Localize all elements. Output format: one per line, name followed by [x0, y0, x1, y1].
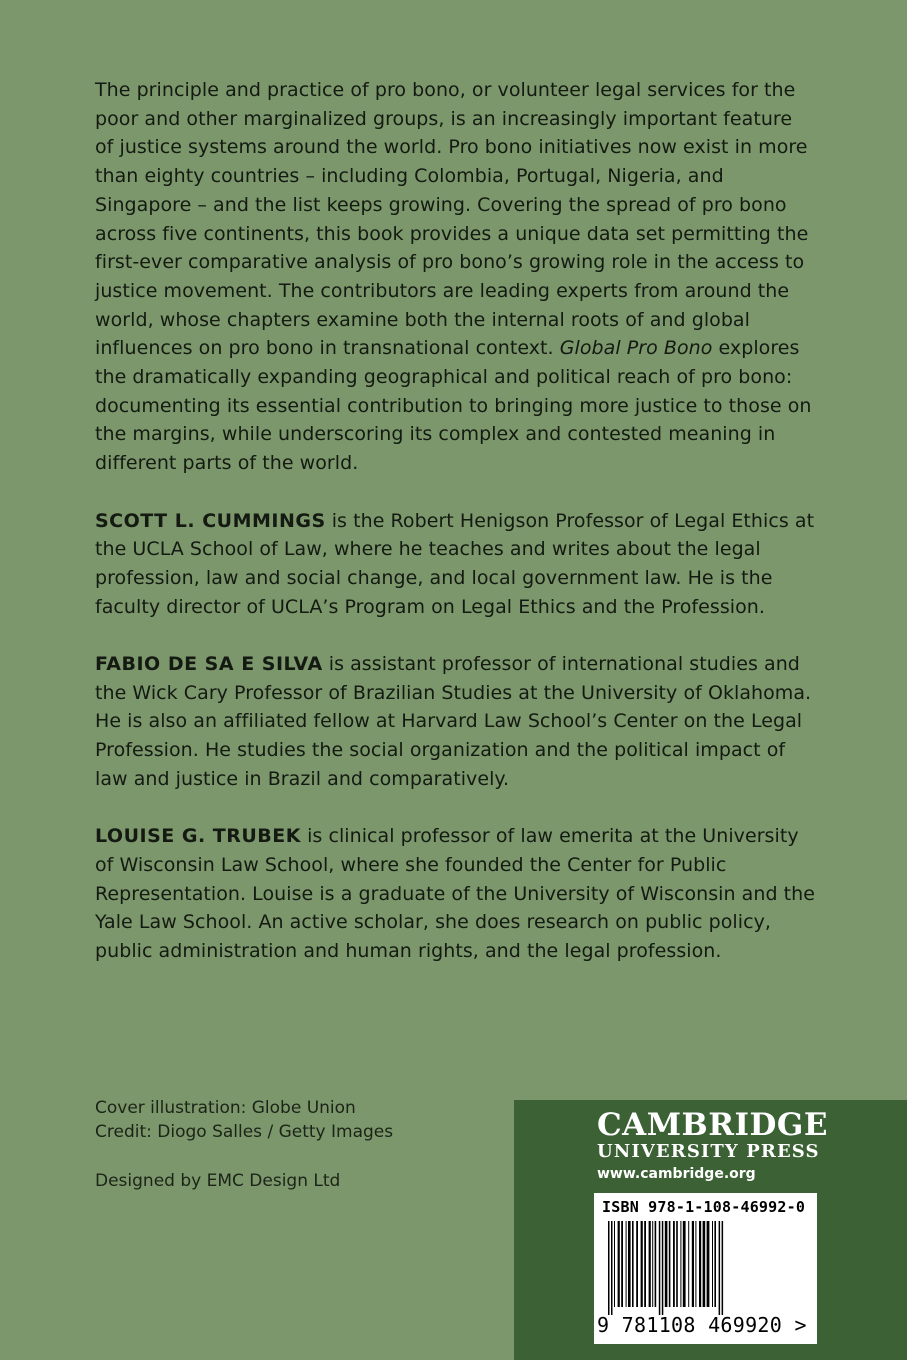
barcode-bar — [699, 1221, 701, 1307]
barcode-bar — [695, 1221, 696, 1307]
barcode-bar — [662, 1221, 664, 1315]
barcode-bar — [628, 1221, 631, 1307]
barcode-bar — [641, 1221, 643, 1307]
cover-illustration-line: Cover illustration: Globe Union — [95, 1098, 356, 1118]
barcode-bar — [608, 1221, 610, 1315]
barcode-bar — [707, 1221, 710, 1307]
barcode-bar — [665, 1221, 668, 1307]
author-bio-text: is clinical professor of law emerita at the University of Wisconsin Law School, where she founded the Center for Public Representation. Louise is a graduate of the University of Wisconsin and the Yale Law School. An active scholar, she does research on public policy, public administration and human rights, and the legal profession. — [95, 825, 815, 963]
description-text-part-1: The principle and practice of pro bono, or volunteer legal services for the poor and other marginalized groups, is an increasingly important feature of justice systems around the world. Pro bono initiatives now exist in more than eighty countries – including Colombia, Portugal, Nigeria, and Singapore – and the list keeps growing. Covering the spread of pro bono across five continents, this book provides a unique data set permitting the first-ever comparative analysis of pro bono’s growing role in the access to justice movement. The contributors are leading experts from around the world, whose chapters examine both the internal roots of and global influences on pro bono in transnational context. — [95, 79, 809, 360]
barcode-bar — [614, 1221, 615, 1307]
designer-credit-line: Designed by EMC Design Ltd — [95, 1171, 341, 1191]
publisher-url: www.cambridge.org — [597, 1166, 756, 1182]
book-description — [95, 76, 815, 478]
barcode-bar — [712, 1221, 713, 1307]
publisher-panel — [514, 1100, 907, 1360]
publisher-subname: UNIVERSITY PRESS — [597, 1141, 820, 1162]
author-name: LOUISE G. TRUBEK — [95, 825, 301, 848]
author-name: SCOTT L. CUMMINGS — [95, 509, 326, 532]
barcode-digits: 9 781108 469920 > — [597, 1313, 807, 1337]
description-text-part-2: explores the dramatically expanding geographical and political reach of pro bono: documenting its essential contribution to bringing more justice to those on the margins, while underscoring its complex and contested meaning in different parts of the world. — [95, 337, 812, 475]
barcode-bar — [722, 1221, 724, 1315]
back-cover-text — [95, 76, 815, 994]
barcode-bar — [632, 1221, 634, 1307]
barcode-bars — [606, 1221, 806, 1317]
barcode-bar — [659, 1221, 661, 1315]
barcode-bar — [655, 1221, 657, 1307]
author-bio-text: is assistant professor of international studies and the Wick Cary Professor of Brazilian Studies at the University of Oklahoma. He is also an affiliated fellow at Harvard Law School’s Center on the Legal Profession. He studies the social organization and the political impact of law and justice in Brazil and comparatively. — [95, 653, 812, 790]
barcode-bar — [683, 1221, 686, 1307]
barcode-bar — [676, 1221, 678, 1307]
illustration-credits — [95, 1096, 393, 1144]
barcode-bar — [669, 1221, 671, 1307]
author-name: FABIO DE SA E SILVA — [95, 653, 323, 676]
barcode-bar — [649, 1221, 651, 1307]
barcode-bar — [652, 1221, 653, 1307]
publisher-logo — [597, 1108, 828, 1182]
barcode-bar — [673, 1221, 675, 1307]
isbn-label: ISBN 978-1-108-46992-0 — [602, 1198, 806, 1216]
barcode-bar — [611, 1221, 613, 1315]
barcode-bar — [688, 1221, 689, 1307]
author-bio-text: is the Robert Henigson Professor of Legal Ethics at the UCLA School of Law, where he teaches and writes about the legal profession, law and social change, and local government law. He is the faculty director of UCLA’s Program on Legal Ethics and the Profession. — [95, 509, 815, 618]
barcode-bar — [626, 1221, 627, 1307]
isbn-barcode — [594, 1193, 817, 1344]
barcode-bar — [680, 1221, 681, 1307]
author-bio-cummings — [95, 507, 815, 622]
barcode-bar — [636, 1221, 638, 1307]
publisher-name: CAMBRIDGE — [597, 1107, 828, 1143]
barcode-bar — [692, 1221, 694, 1307]
photo-credit-line: Credit: Diogo Salles / Getty Images — [95, 1122, 394, 1142]
author-bio-trubek — [95, 822, 815, 966]
book-title-italic: Global Pro Bono — [559, 337, 713, 360]
barcode-bar — [703, 1221, 706, 1307]
barcode-bar — [714, 1221, 716, 1307]
cover-credits — [95, 1096, 393, 1193]
author-bio-silva — [95, 650, 815, 794]
barcode-bar — [621, 1221, 623, 1307]
barcode-bar — [644, 1221, 646, 1307]
barcode-bar — [618, 1221, 620, 1307]
barcode-bar — [719, 1221, 721, 1315]
